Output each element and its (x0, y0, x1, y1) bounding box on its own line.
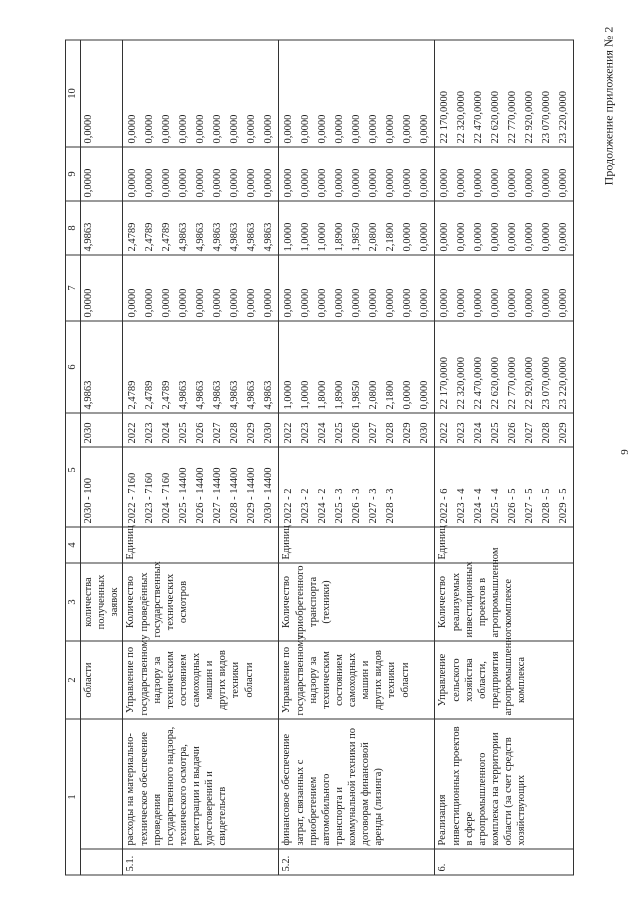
col-header-9: 9 (66, 147, 81, 201)
value-line: 2027 (524, 422, 536, 444)
value-line: 0,0000 (541, 288, 553, 318)
value-line: 0,0000 (317, 288, 329, 318)
value-line: 0,0000 (402, 222, 414, 252)
value-line: 2028 (541, 422, 553, 444)
value-line: 2023 - 4 (456, 488, 468, 524)
value-line: 1,0000 (283, 380, 295, 410)
value-line: 0,0000 (195, 114, 207, 144)
value-line: 23 070,0000 (541, 357, 553, 410)
value-line: 0,0000 (334, 114, 346, 144)
value-line: 0,0000 (246, 114, 258, 144)
cell-local (123, 147, 279, 201)
value-line: 0,0000 (402, 288, 414, 318)
value-line: 0,0000 (524, 222, 536, 252)
value-line: 0,0000 (456, 222, 468, 252)
value-line: 0,0000 (229, 114, 241, 144)
value-line: 2023 (300, 422, 312, 444)
value-line: 0,0000 (473, 168, 485, 198)
cell-targets (435, 447, 574, 527)
value-line: 4,9863 (263, 380, 275, 410)
value-line: 2024 - 2 (317, 488, 329, 524)
value-line: 0,0000 (490, 222, 502, 252)
value-line (399, 451, 416, 524)
value-line: 0,0000 (212, 114, 224, 144)
value-line: 2,4789 (127, 222, 139, 252)
value-line: 1,8000 (317, 380, 329, 410)
col-header-3: 3 (66, 563, 81, 641)
value-line: 2024 (473, 422, 485, 444)
value-line: 22 620,0000 (490, 357, 502, 410)
value-line: 4,9863 (263, 222, 275, 252)
value-line: 1,9850 (351, 380, 363, 410)
value-line: 2022 - 2 (283, 488, 295, 524)
value-line: 1,0000 (283, 222, 295, 252)
value-line: 0,0000 (246, 288, 258, 318)
value-line: 2029 - 5 (558, 488, 570, 524)
cell-federal (279, 255, 435, 321)
value-line: 0,0000 (178, 168, 190, 198)
value-line: 2027 (368, 422, 380, 444)
value-line: 2,1800 (385, 222, 397, 252)
value-line: 22 470,0000 (473, 357, 485, 410)
cell-year: 2030 (81, 413, 123, 447)
value-line: 1,9850 (351, 222, 363, 252)
value-line: 0,0000 (178, 288, 190, 318)
value-line: 2030 - 14400 (263, 467, 275, 524)
value-line: 2,4789 (161, 222, 173, 252)
cell-extra (279, 40, 435, 147)
cell-total (435, 321, 574, 413)
value-line: 0,0000 (524, 288, 536, 318)
cell-unit: Единиц (435, 527, 574, 563)
cell-federal (435, 255, 574, 321)
value-line: 0,0000 (558, 288, 570, 318)
row-number: 5.2. (279, 849, 435, 875)
value-line: 0,0000 (127, 114, 139, 144)
value-line: 0,0000 (507, 288, 519, 318)
value-line: 0,0000 (212, 168, 224, 198)
value-line: 2,0800 (368, 380, 380, 410)
col-header-6: 6 (66, 321, 81, 413)
value-line: 0,0000 (229, 168, 241, 198)
cell-extra (123, 40, 279, 147)
cell-federal (123, 255, 279, 321)
value-line: 0,0000 (317, 114, 329, 144)
value-line: 22 920,0000 (524, 357, 536, 410)
value-line: 0,0000 (524, 168, 536, 198)
value-line: 2022 (439, 422, 451, 444)
value-line: 2024 (317, 422, 329, 444)
value-line: 22 170,0000 (439, 91, 451, 144)
value-line: 22 920,0000 (524, 91, 536, 144)
value-line: 2023 (144, 422, 156, 444)
value-line: 2026 (195, 422, 207, 444)
col-header-1: 1 (66, 719, 81, 875)
cell-activity: Реализация инвестиционных проектов в сфере агропромышленного комплекса на территории области (за счет средств хозяйствующих (435, 719, 574, 849)
cell-federal: 0,0000 (81, 255, 123, 321)
value-line: 0,0000 (351, 114, 363, 144)
value-line: 0,0000 (229, 288, 241, 318)
value-line: 2023 (456, 422, 468, 444)
value-line: 2,1800 (385, 380, 397, 410)
cell-extra (435, 40, 574, 147)
value-line: 2025 (178, 422, 190, 444)
value-line: 0,0000 (419, 222, 431, 252)
cell-regional (279, 201, 435, 255)
value-line: 2022 (127, 422, 139, 444)
value-line: 1,0000 (300, 222, 312, 252)
value-line: 0,0000 (195, 288, 207, 318)
value-line: 1,8900 (334, 380, 346, 410)
cell-regional (435, 201, 574, 255)
cell-years (435, 413, 574, 447)
value-line: 0,0000 (402, 168, 414, 198)
value-line: 22 620,0000 (490, 91, 502, 144)
cell-targets (279, 447, 435, 527)
value-line: 2028 - 3 (385, 488, 397, 524)
value-line: 0,0000 (558, 168, 570, 198)
value-line: 2026 (351, 422, 363, 444)
value-line: 0,0000 (402, 380, 414, 410)
value-line: 0,0000 (402, 114, 414, 144)
value-line: 2025 - 14400 (178, 467, 190, 524)
value-line: 2026 - 14400 (195, 467, 207, 524)
value-line: 0,0000 (541, 168, 553, 198)
value-line (416, 451, 433, 524)
value-line: 0,0000 (283, 168, 295, 198)
value-line: 0,0000 (456, 168, 468, 198)
value-line: 2029 - 14400 (246, 467, 258, 524)
value-line: 0,0000 (144, 288, 156, 318)
value-line: 2023 - 7160 (144, 472, 156, 524)
value-line: 0,0000 (144, 168, 156, 198)
value-line: 2027 - 14400 (212, 467, 224, 524)
value-line: 0,0000 (490, 288, 502, 318)
value-line: 4,9863 (229, 380, 241, 410)
row-number: 6. (435, 849, 574, 875)
cell-extra: 0,0000 (81, 40, 123, 147)
value-line: 0,0000 (368, 168, 380, 198)
col-header-8: 8 (66, 201, 81, 255)
value-line: 22 470,0000 (473, 91, 485, 144)
value-line: 0,0000 (334, 168, 346, 198)
value-line: 2029 (402, 422, 414, 444)
cell-executor: Управление по государственному надзору за техническим состоянием самоходных машин и других видов техники области (123, 641, 279, 719)
value-line: 4,9863 (195, 380, 207, 410)
value-line: 0,0000 (419, 114, 431, 144)
value-line: 2023 - 2 (300, 488, 312, 524)
value-line: 0,0000 (161, 288, 173, 318)
value-line: 0,0000 (300, 114, 312, 144)
col-header-7: 7 (66, 255, 81, 321)
value-line: 22 170,0000 (439, 357, 451, 410)
value-line: 2022 - 7160 (127, 472, 139, 524)
value-line: 0,0000 (212, 288, 224, 318)
value-line: 22 320,0000 (456, 91, 468, 144)
value-line: 2026 (507, 422, 519, 444)
cell-unit: Единиц (123, 527, 279, 563)
value-line: 2025 - 3 (334, 488, 346, 524)
value-line: 2027 (212, 422, 224, 444)
column-number-row (66, 40, 81, 875)
value-line: 0,0000 (263, 114, 275, 144)
value-line: 0,0000 (385, 288, 397, 318)
value-line: 0,0000 (368, 114, 380, 144)
value-line: 0,0000 (385, 114, 397, 144)
value-line: 2030 (263, 422, 275, 444)
value-line: 4,9863 (246, 380, 258, 410)
value-line: 2028 - 14400 (229, 467, 241, 524)
col-header-5: 5 (66, 413, 81, 527)
value-line: 0,0000 (419, 288, 431, 318)
cell-local (279, 147, 435, 201)
table-row-5-2 (279, 40, 435, 875)
value-line: 4,9863 (212, 222, 224, 252)
value-line: 0,0000 (558, 222, 570, 252)
value-line: 4,9863 (246, 222, 258, 252)
value-line: 0,0000 (283, 288, 295, 318)
value-line: 0,0000 (317, 168, 329, 198)
cell-indicator: Количество реализуемых инвестиционных проектов в агропромышленном комплексе (435, 563, 574, 641)
value-line: 2029 (246, 422, 258, 444)
value-line: 0,0000 (473, 288, 485, 318)
row-number: 5.1. (123, 849, 279, 875)
value-line: 0,0000 (541, 222, 553, 252)
value-line: 0,0000 (178, 114, 190, 144)
cell-activity: расходы на материально-техническое обеспечение проведения государственного надзора, технического осмотра, регистрации и выдачи удостоверений и свидетельств (123, 719, 279, 849)
value-line: 2,4789 (127, 380, 139, 410)
value-line: 2024 (161, 422, 173, 444)
value-line: 2022 (283, 422, 295, 444)
cell-executor: Управление по государственному надзору за техническим состоянием самоходных машин и других видов техники области (279, 641, 435, 719)
cell-indicator: Количество приобретенного транспорта (техники) (279, 563, 435, 641)
value-line: 2028 (229, 422, 241, 444)
value-line: 2030 (419, 422, 431, 444)
page-number: 9 (619, 449, 631, 455)
value-line: 0,0000 (263, 168, 275, 198)
value-line: 2024 - 7160 (161, 472, 173, 524)
value-line: 0,0000 (439, 222, 451, 252)
value-line: 0,0000 (195, 168, 207, 198)
value-line: 4,9863 (212, 380, 224, 410)
value-line: 0,0000 (385, 168, 397, 198)
value-line: 2024 - 4 (473, 488, 485, 524)
value-line: 2025 (490, 422, 502, 444)
value-line: 23 220,0000 (558, 357, 570, 410)
value-line: 2026 - 3 (351, 488, 363, 524)
cell-target: 2030 - 100 (81, 447, 123, 527)
value-line: 0,0000 (351, 288, 363, 318)
value-line: 0,0000 (161, 114, 173, 144)
value-line: 0,0000 (351, 168, 363, 198)
cell-executor: области (81, 641, 123, 719)
table-row-5-1 (123, 40, 279, 875)
table-row-6 (435, 40, 574, 875)
value-line: 0,0000 (490, 168, 502, 198)
cell-targets (123, 447, 279, 527)
cell-total (123, 321, 279, 413)
value-line: 2027 - 3 (368, 488, 380, 524)
cell-total: 4,9863 (81, 321, 123, 413)
value-line: 2,4789 (144, 222, 156, 252)
value-line: 22 770,0000 (507, 91, 519, 144)
value-line: 0,0000 (127, 288, 139, 318)
cell-regional: 4,9863 (81, 201, 123, 255)
value-line: 2025 - 4 (490, 488, 502, 524)
value-line: 2029 (558, 422, 570, 444)
cell-years (279, 413, 435, 447)
cell-activity: финансовое обеспечение затрат, связанных с приобретением автомобильного транспорта и коммунальной техники по договорам финансовой аренды (лизинга) (279, 719, 435, 849)
cell-executor: Управление сельского хозяйства области, предприятия агропромышленного комплекса (435, 641, 574, 719)
value-line: 2027 - 5 (524, 488, 536, 524)
value-line: 22 320,0000 (456, 357, 468, 410)
value-line: 0,0000 (419, 380, 431, 410)
value-line: 0,0000 (300, 168, 312, 198)
rotated-table-container (65, 41, 601, 876)
value-line: 1,0000 (300, 380, 312, 410)
cell-indicator: количества полученных заявок (81, 563, 123, 641)
program-table (65, 40, 574, 876)
value-line: 0,0000 (144, 114, 156, 144)
value-line: 23 220,0000 (558, 91, 570, 144)
value-line: 0,0000 (439, 168, 451, 198)
value-line: 4,9863 (195, 222, 207, 252)
value-line: 0,0000 (127, 168, 139, 198)
value-line: 2,4789 (161, 380, 173, 410)
col-header-10: 10 (66, 40, 81, 147)
cell-years (123, 413, 279, 447)
table-row-continuation (81, 40, 123, 875)
value-line: 0,0000 (283, 114, 295, 144)
value-line: 0,0000 (419, 168, 431, 198)
value-line: 0,0000 (263, 288, 275, 318)
value-line: 1,0000 (317, 222, 329, 252)
value-line: 2028 - 5 (541, 488, 553, 524)
value-line: 2026 - 5 (507, 488, 519, 524)
value-line: 4,9863 (178, 222, 190, 252)
value-line: 0,0000 (334, 288, 346, 318)
value-line: 1,8900 (334, 222, 346, 252)
value-line: 0,0000 (161, 168, 173, 198)
value-line: 2,0800 (368, 222, 380, 252)
value-line: 2022 - 6 (439, 488, 451, 524)
cell-indicator: Количество проведённых государственных технических осмотров (123, 563, 279, 641)
cell-total (279, 321, 435, 413)
value-line: 2025 (334, 422, 346, 444)
value-line: 0,0000 (456, 288, 468, 318)
cell-local (435, 147, 574, 201)
value-line: 0,0000 (368, 288, 380, 318)
cell-unit: Единиц (279, 527, 435, 563)
value-line: 2,4789 (144, 380, 156, 410)
appendix-header: Продолжение приложения № 2 (601, 26, 616, 186)
cell-regional (123, 201, 279, 255)
value-line: 0,0000 (507, 168, 519, 198)
value-line: 0,0000 (246, 168, 258, 198)
value-line: 22 770,0000 (507, 357, 519, 410)
cell-local: 0,0000 (81, 147, 123, 201)
value-line: 4,9863 (229, 222, 241, 252)
value-line: 0,0000 (300, 288, 312, 318)
value-line: 0,0000 (507, 222, 519, 252)
value-line: 4,9863 (178, 380, 190, 410)
value-line: 23 070,0000 (541, 91, 553, 144)
col-header-2: 2 (66, 641, 81, 719)
value-line: 0,0000 (473, 222, 485, 252)
value-line: 2028 (385, 422, 397, 444)
value-line: 0,0000 (439, 288, 451, 318)
col-header-4: 4 (66, 527, 81, 563)
